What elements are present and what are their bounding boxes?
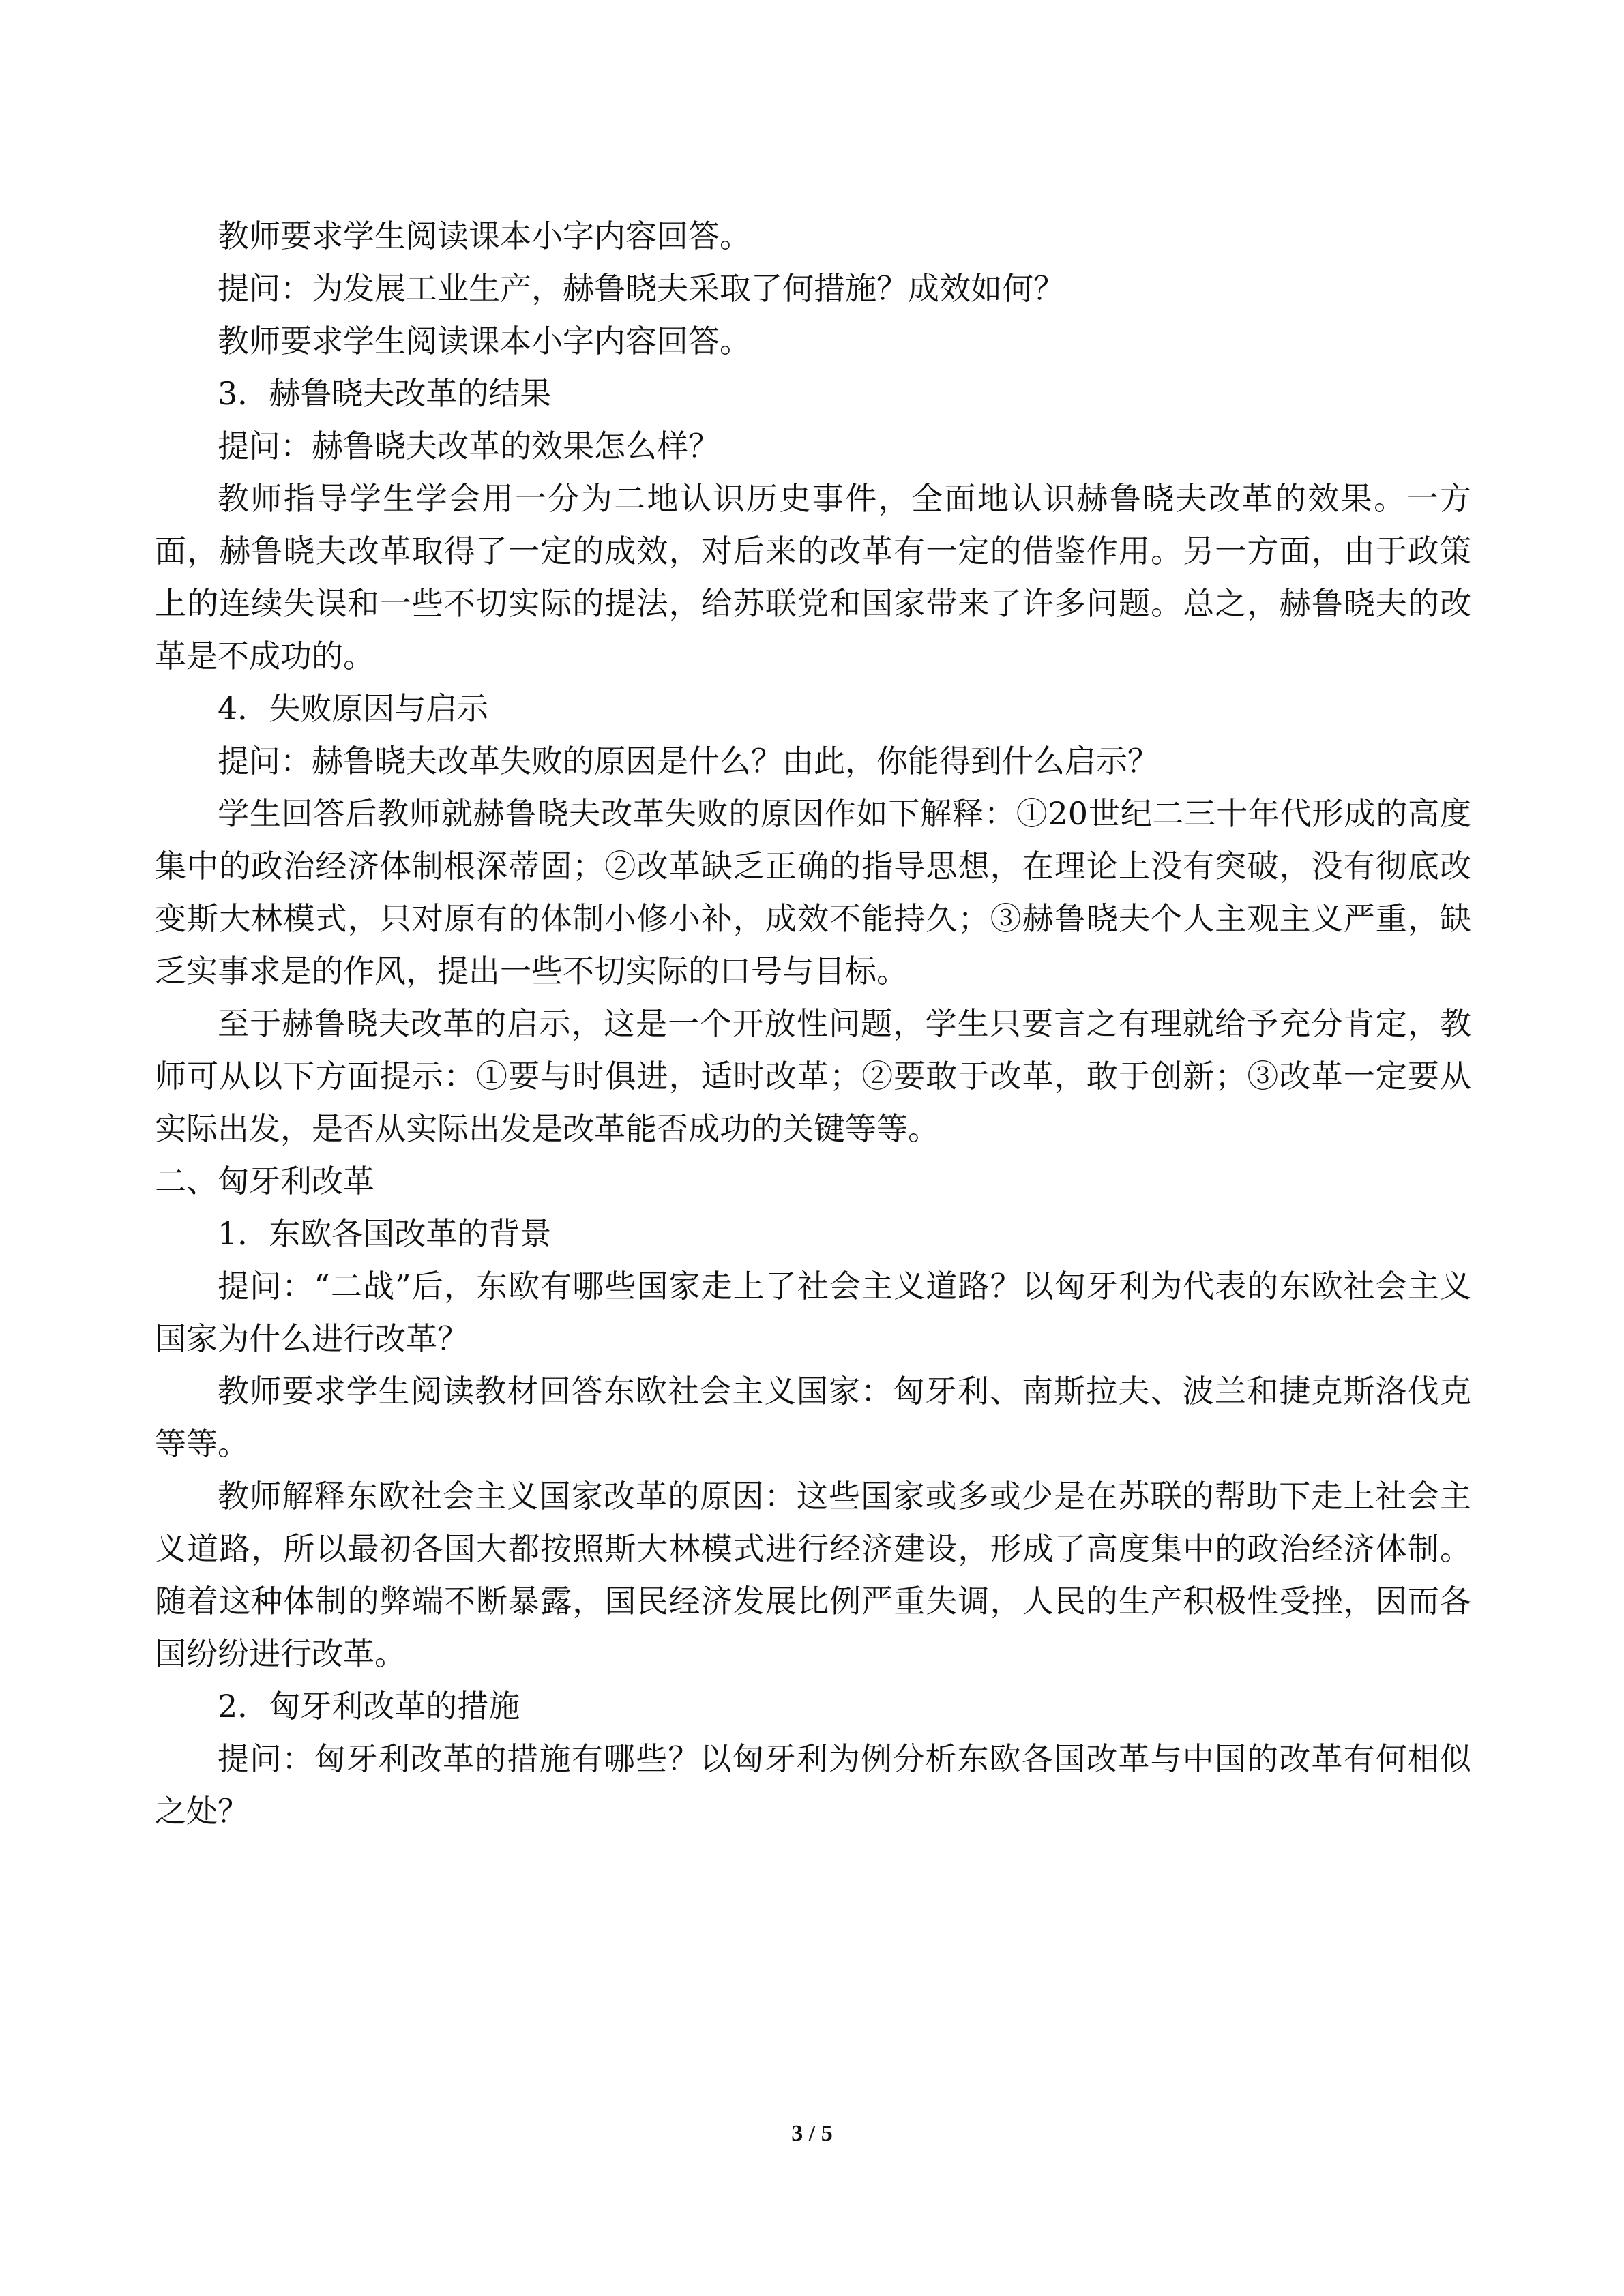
paragraph-10: 至于赫鲁晓夫改革的启示，这是一个开放性问题，学生只要言之有理就给予充分肯定，教师可从以下方面提示：①要与时俱进，适时改革；②要敢于改革，敢于创新；③改革一定要从实际出发，是否从实际出发是改革能否成功的关键等等。 [155,1005,1471,1147]
paragraph-14: 教师要求学生阅读教材回答东欧社会主义国家：匈牙利、南斯拉夫、波兰和捷克斯洛伐克等等。 [155,1373,1471,1462]
document-body [155,210,1471,1838]
paragraph-13: 提问：“二战”后，东欧有哪些国家走上了社会主义道路？以匈牙利为代表的东欧社会主义国家为什么进行改革？ [155,1268,1471,1357]
section-heading-4: 4．失败原因与启示 [218,690,489,727]
paragraph-1: 教师要求学生阅读课本小字内容回答。 [218,218,751,254]
section-heading-3: 3．赫鲁晓夫改革的结果 [218,375,552,412]
paragraph-3: 教师要求学生阅读课本小字内容回答。 [218,323,751,359]
chapter-heading-hungary: 二、匈牙利改革 [155,1163,374,1199]
paragraph-5: 提问：赫鲁晓夫改革的效果怎么样？ [218,428,720,464]
paragraph-6: 教师指导学生学会用一分为二地认识历史事件，全面地认识赫鲁晓夫改革的效果。一方面，赫鲁晓夫改革取得了一定的成效，对后来的改革有一定的借鉴作用。另一方面，由于政策上的连续失误和一些不切实际的提法，给苏联党和国家带来了许多问题。总之，赫鲁晓夫的改革是不成功的。 [155,480,1471,674]
paragraph-2: 提问：为发展工业生产，赫鲁晓夫采取了何措施？成效如何？ [218,270,1065,307]
paragraph-8: 提问：赫鲁晓夫改革失败的原因是什么？由此，你能得到什么启示？ [218,743,1159,779]
paragraph-9: 学生回答后教师就赫鲁晓夫改革失败的原因作如下解释：①20世纪二三十年代形成的高度集中的政治经济体制根深蒂固；②改革缺乏正确的指导思想，在理论上没有突破，没有彻底改变斯大林模式，只对原有的体制小修小补，成效不能持久；③赫鲁晓夫个人主观主义严重，缺乏实事求是的作风，提出一些不切实际的口号与目标。 [155,795,1471,989]
section-heading-1: 1．东欧各国改革的背景 [218,1215,552,1252]
page-number: 3 / 5 [791,2121,833,2146]
paragraph-17: 提问：匈牙利改革的措施有哪些？以匈牙利为例分析东欧各国改革与中国的改革有何相似之处？ [155,1740,1471,1830]
paragraph-15: 教师解释东欧社会主义国家改革的原因：这些国家或多或少是在苏联的帮助下走上社会主义道路，所以最初各国大都按照斯大林模式进行经济建设，形成了高度集中的政治经济体制。随着这种体制的弊端不断暴露，国民经济发展比例严重失调，人民的生产积极性受挫，因而各国纷纷进行改革。 [155,1478,1471,1672]
section-heading-2: 2．匈牙利改革的措施 [218,1688,520,1725]
